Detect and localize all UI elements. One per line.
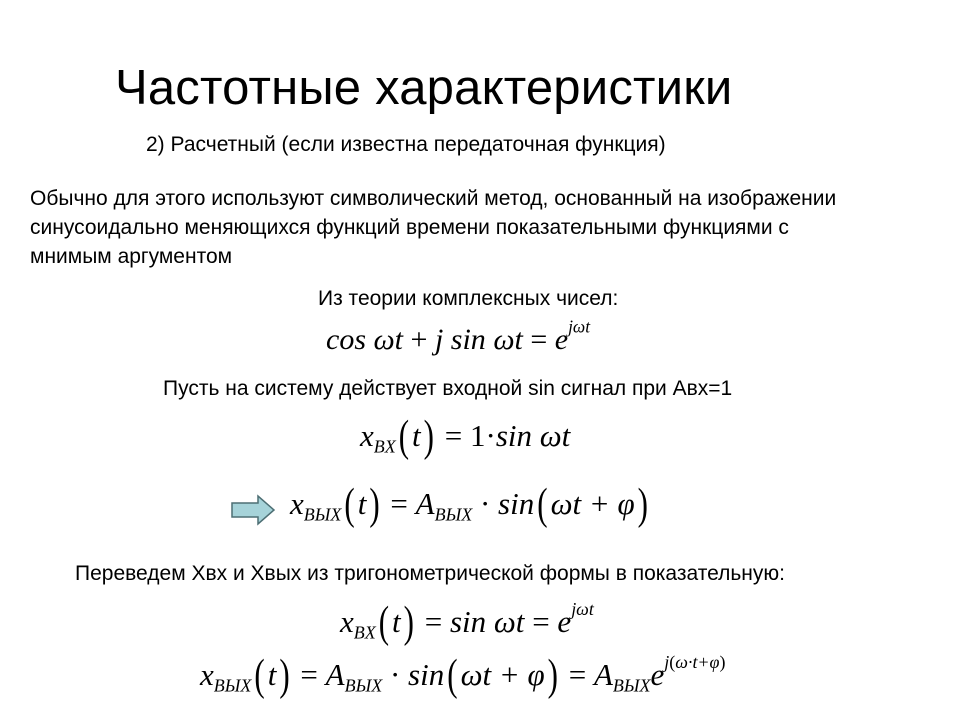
paragraph-line: синусоидально меняющихся функций времени показательными функциями с [30, 216, 789, 239]
slide-title: Частотные характеристики [115, 61, 733, 115]
slide-subtitle: 2) Расчетный (если известна передаточная функция) [146, 133, 666, 156]
output-exponential-formula: $x_{ВЫХ}(t) = A_{ВЫХ} \cdot \sin(\omega t + \varphi) = A_{ВЫХ}e^{j(\omega\cdot t+\varphi)}$ [200, 649, 726, 700]
right-arrow-icon [230, 494, 276, 526]
paragraph-line: Обычно для этого используют символический метод, основанный на изображении [30, 187, 837, 210]
input-signal-formula: $x_{BX}(t) = 1\cdot\sin$ ωt [360, 410, 571, 461]
complex-heading: Из теории комплексных чисел: [318, 287, 619, 310]
output-signal-formula: $x_{ВЫХ}(t) = A_{ВЫХ} \cdot \sin(\omega t + \varphi)$ [290, 478, 648, 529]
convert-heading: Переведем Xвх и Xвых из тригонометрической формы в показательную: [75, 562, 785, 585]
euler-formula: cos ωt + j $\sin \omega t = e^{j\omega t}$ [326, 316, 591, 356]
paragraph-line: мнимым аргументом [30, 245, 233, 268]
input-exponential-formula: $x_{BX}(t) = \sin \omega t = e^{j\omega t}$ [340, 596, 594, 647]
input-heading: Пусть на систему действует входной sin сигнал при Авх=1 [163, 377, 733, 400]
intro-paragraph [30, 184, 945, 271]
